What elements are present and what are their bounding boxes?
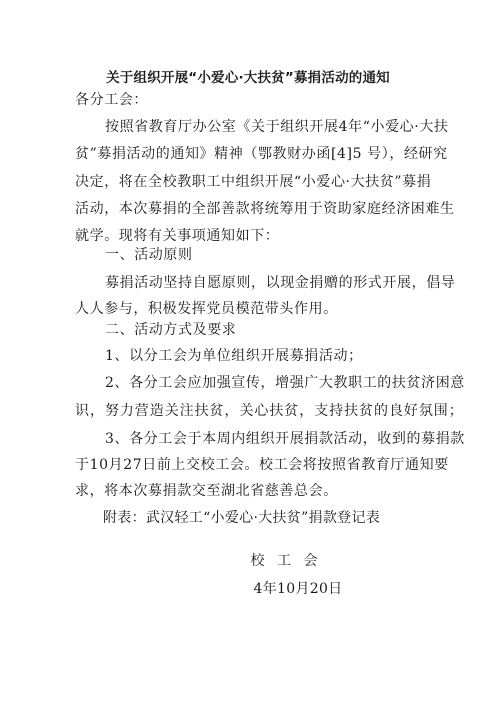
item-3-line-2: 于10月27日前上交校工会。校工会将按照省教育厅通知要 <box>75 457 449 473</box>
section2-heading: 二、活动方式及要求 <box>105 322 237 338</box>
intro-line-1: 按照省教育厅办公室《关于组织开展4年“小爱心·大扶 <box>105 119 449 135</box>
signature-date: 4年10月20日 <box>253 581 343 597</box>
item-1: 1、以分工会为单位组织开展募捐活动； <box>105 348 363 364</box>
intro-line-4: 活动，本次募捐的全部善款将统筹用于资助家庭经济困难生 <box>75 201 455 217</box>
intro-line-3: 决定，将在全校教职工中组织开展“小爱心·大扶贫”募捐 <box>75 174 432 190</box>
item-2-line-2: 识，努力营造关注扶贫，关心扶贫，支持扶贫的良好氛围； <box>75 403 464 419</box>
item-3-line-3: 求，将本次募捐款交至湖北省慈善总会。 <box>75 483 338 499</box>
section1-heading: 一、活动原则 <box>105 247 193 263</box>
attachment-line: 附表：武汉轻工“小爱心·大扶贫”捐款登记表 <box>103 510 381 526</box>
item-3-line-1: 3、各分工会于本周内组织开展捐款活动，收到的募捐款 <box>105 431 465 447</box>
signature-org: 校 工 会 <box>250 553 322 569</box>
salutation: 各分工会： <box>75 92 148 108</box>
document-title: 关于组织开展“小爱心·大扶贫”募捐活动的通知 <box>106 70 390 86</box>
section1-line-1: 募捐活动坚持自愿原则，以现金捐赠的形式开展，倡导 <box>105 275 456 291</box>
item-2-line-1: 2、各分工会应加强宣传，增强广大教职工的扶贫济困意 <box>105 375 465 391</box>
section1-line-2: 人人参与，积极发挥党员模范带头作用。 <box>75 301 338 317</box>
intro-line-5: 就学。现将有关事项通知如下： <box>75 228 280 244</box>
intro-line-2: 贫”募捐活动的通知》精神（鄂教财办函[4]5 号），经研究 <box>75 146 448 162</box>
